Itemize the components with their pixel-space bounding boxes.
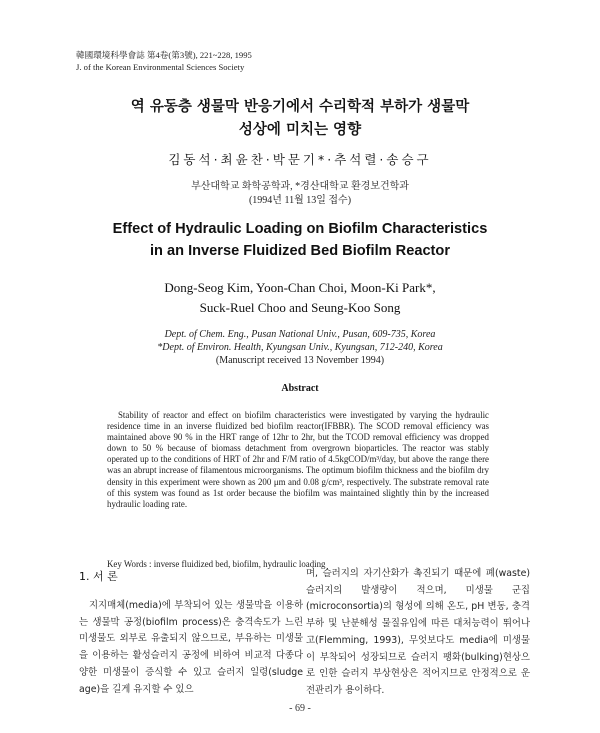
intro-right-column: 며, 슬러지의 자기산화가 촉진되기 때문에 폐(waste) 슬러지의 발생량이 적으며, 미생물 군집(microconsortia)의 형성에 의해 온도, pH 변동, 충격부하 및 난분해성 물질유입에 따른 대처능력이 뛰어나고(Flemming, 1993), 무엇보다도 media에 미생물이 부착되어 성장되므로 슬러지 팽화(bulking)현상으로 인한 슬러지 부상현상은 적어지므로 안정적으로 운전관리가 용이하다. <box>306 568 530 696</box>
title-english-line-1: Effect of Hydraulic Loading on Biofilm Characteristics <box>112 221 488 237</box>
affiliation-korean-line-1: 부산대학교 화학공학과, *경산대학교 환경보건학과 <box>191 181 409 192</box>
abstract-heading: Abstract <box>281 383 319 394</box>
authors-korean: 김동석·최윤찬·박문기*·추석렬·송승구 <box>168 152 432 167</box>
journal-citation-ko: 韓國環境科學會誌 第4卷(第3號), 221~228, 1995 <box>76 50 252 60</box>
title-english <box>0 218 600 262</box>
keywords: Key Words : inverse fluidized bed, biofilm, hydraulic loading <box>107 559 326 569</box>
title-korean-line-2: 성상에 미치는 영향 <box>238 122 362 138</box>
authors-english-line-1: Dong-Seog Kim, Yoon-Chan Choi, Moon-Ki Park*, <box>164 280 436 295</box>
page-number: - 69 - <box>289 703 311 714</box>
title-english-line-2: in an Inverse Fluidized Bed Biofilm Reactor <box>149 243 451 259</box>
affiliation-english-line-1: Dept. of Chem. Eng., Pusan National Univ., Pusan, 609-735, Korea <box>164 329 436 340</box>
intro-left-column: 지지매체(media)에 부착되어 있는 생물막을 이용하는 생물막 공정(biofilm process)은 충격속도가 느린 미생물도 외부로 유출되지 않으므로, 부유하는 미생물을 이용하는 활성슬러지 공정에 비하여 비교적 다종다양한 미생물이 증식할 수 있고 슬러지 일령(sludge age)을 길게 유지할 수 있으 <box>79 600 303 695</box>
affiliation-english <box>0 328 600 367</box>
manuscript-received: (Manuscript received 13 November 1994) <box>215 355 385 366</box>
affiliation-korean <box>0 180 600 208</box>
authors-english <box>0 278 600 318</box>
authors-english-line-2: Suck-Ruel Choo and Seung-Koo Song <box>199 300 401 315</box>
journal-header <box>76 50 252 73</box>
abstract-text: Stability of reactor and effect on biofilm characteristics were investigated by varying the hydraulic residence time in an inverse fluidized bed biofilm reactor(IFBBR). The SCOD removal efficiency was maintained above 90 % in the HRT range of 12hr to 2hr, but the TCOD removal efficiency was dropped down to 50 % because of biomass detachment from overgrown bioparticles. The reactor was stably operated up to the conditions of HRT of 2hr and F/M ratio of 4.5kgCOD/m³/day, but above the range there was an abrupt increase of filamentous microorganisms. The optimum biofilm thickness and the biofilm dry density in this experiment were shown as 200 μm and 0.08 g/cm³, respectively. The substrate removal rate of this system was found as 1st order because the biofilm was maintained slightly thin by the increased hydraulic loading rate. <box>107 410 489 509</box>
affiliation-english-line-2: *Dept. of Environ. Health, Kyungsan Univ., Kyungsan, 712-240, Korea <box>157 342 443 353</box>
title-korean-line-1: 역 유동층 생물막 반응기에서 수리학적 부하가 생물막 <box>130 99 470 115</box>
received-date-korean: (1994년 11월 13일 접수) <box>248 195 352 206</box>
abstract-body <box>107 410 489 510</box>
journal-citation-en: J. of the Korean Environmental Sciences Society <box>76 61 245 72</box>
section-heading-introduction: 1. 서 론 <box>79 570 118 583</box>
title-korean <box>0 96 600 142</box>
